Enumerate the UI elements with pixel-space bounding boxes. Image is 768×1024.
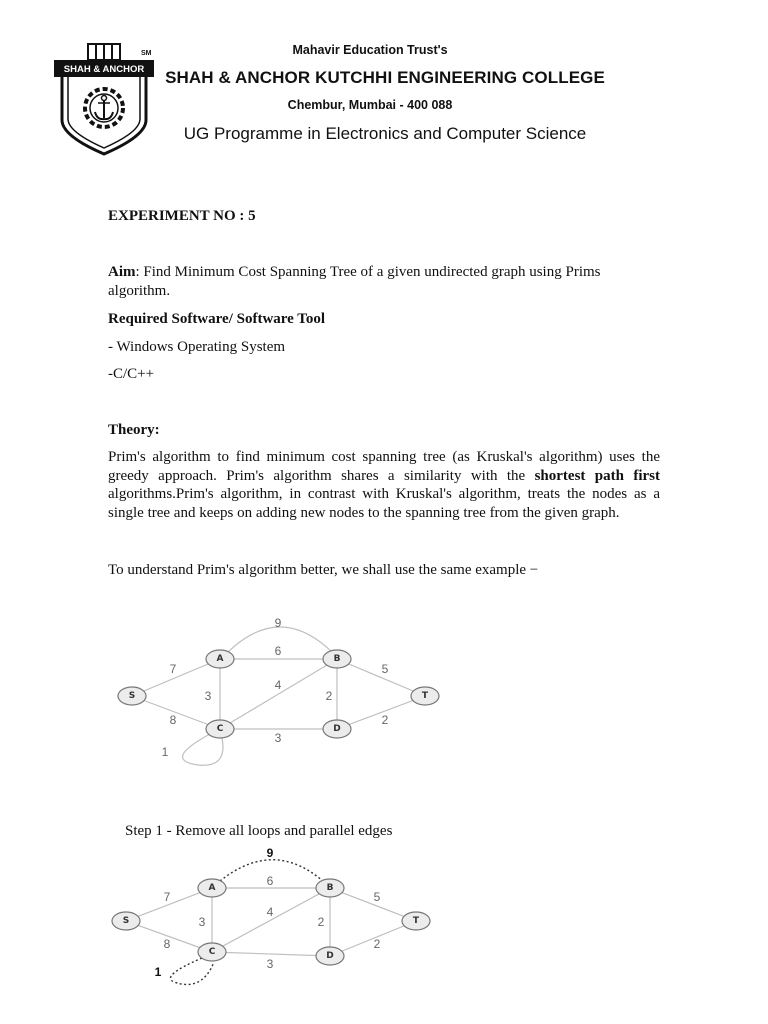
weight-b-t: 5 [373,890,381,904]
node-b [323,650,351,668]
weight-a-b: 6 [274,644,282,658]
node-t [411,687,439,705]
node-a [198,879,226,897]
theory-paragraph [108,448,660,522]
node-t [402,912,430,930]
svg-text:T: T [412,916,420,926]
svg-text:B: B [326,883,334,893]
weight-b-t: 5 [381,662,389,676]
college-address: Chembur, Mumbai - 400 088 [287,98,453,112]
svg-text:A: A [216,654,224,664]
logo-banner-text: SHAH & ANCHOR [63,64,145,75]
weight-a-b-arc: 9 [274,616,282,630]
software-item: - Windows Operating System [108,339,286,355]
svg-text:D: D [326,951,334,961]
node-d [323,720,351,738]
node-c [206,720,234,738]
edge-c-d [212,952,330,956]
weight-s-c: 8 [163,937,171,951]
weight-c-b: 4 [274,678,282,692]
example-intro: To understand Prim's algorithm better, we shall use the same example − [108,562,539,578]
node-d [316,947,344,965]
step-1-heading: Step 1 - Remove all loops and parallel edges [125,823,393,839]
college-name: SHAH & ANCHOR KUTCHHI ENGINEERING COLLEGE [165,68,605,87]
node-s [118,687,146,705]
svg-text:B: B [333,654,341,664]
edge-c-loop-removed [171,958,215,985]
weight-c-d: 3 [266,957,274,971]
weight-a-c: 3 [198,915,206,929]
weight-a-c: 3 [204,689,212,703]
weight-c-loop: 1 [161,745,169,759]
svg-text:T: T [421,691,429,701]
experiment-title: EXPERIMENT NO : 5 [108,208,256,224]
weight-s-a: 7 [169,662,177,676]
svg-text:C: C [216,724,224,734]
aim-label: Aim [108,264,136,280]
edge-c-b [212,888,330,952]
weight-d-t: 2 [381,713,389,727]
weight-d-t: 2 [373,937,381,951]
software-item: -C/C++ [108,366,155,382]
weight-c-d: 3 [274,731,282,745]
aim-text: : Find Minimum Cost Spanning Tree of a given undirected graph using Prims algorithm. [108,264,601,299]
programme-name: UG Programme in Electronics and Computer Science [183,124,587,143]
theory-text-1: Prim's algorithm to find minimum cost spanning tree (as Kruskal's algorithm) uses the greedy approach. Prim's algorithm shares a similarity with the [108,449,660,484]
weight-c-loop: 1 [154,965,162,979]
node-s [112,912,140,930]
logo-trademark: SM [141,50,152,57]
theory-bold-term: shortest path first [534,467,661,484]
software-heading: Required Software/ Software Tool [108,311,326,327]
trust-name: Mahavir Education Trust's [292,43,448,57]
theory-text-2: algorithms.Prim's algorithm, in contrast with Kruskal's algorithm, treats the nodes as a single tree and keeps on adding new nodes to the spanning tree from the given graph. [108,486,660,521]
aim-paragraph [108,263,660,300]
weight-b-d: 2 [325,689,333,703]
college-logo [52,40,156,156]
svg-text:D: D [333,724,341,734]
edge-c-b [220,659,337,729]
weight-a-b: 6 [266,874,274,888]
weight-b-d: 2 [317,915,325,929]
svg-text:S: S [128,691,136,701]
svg-text:A: A [208,883,216,893]
node-c [198,943,226,961]
svg-text:C: C [208,947,216,957]
node-b [316,879,344,897]
theory-heading: Theory: [108,422,160,438]
weight-a-b-arc: 9 [266,846,274,860]
edge-c-loop [183,734,223,765]
weight-s-a: 7 [163,890,171,904]
weight-c-b: 4 [266,905,274,919]
weight-s-c: 8 [169,713,177,727]
node-a [206,650,234,668]
graph-step-1 [98,842,458,992]
svg-text:S: S [122,916,130,926]
graph-original [100,610,460,780]
